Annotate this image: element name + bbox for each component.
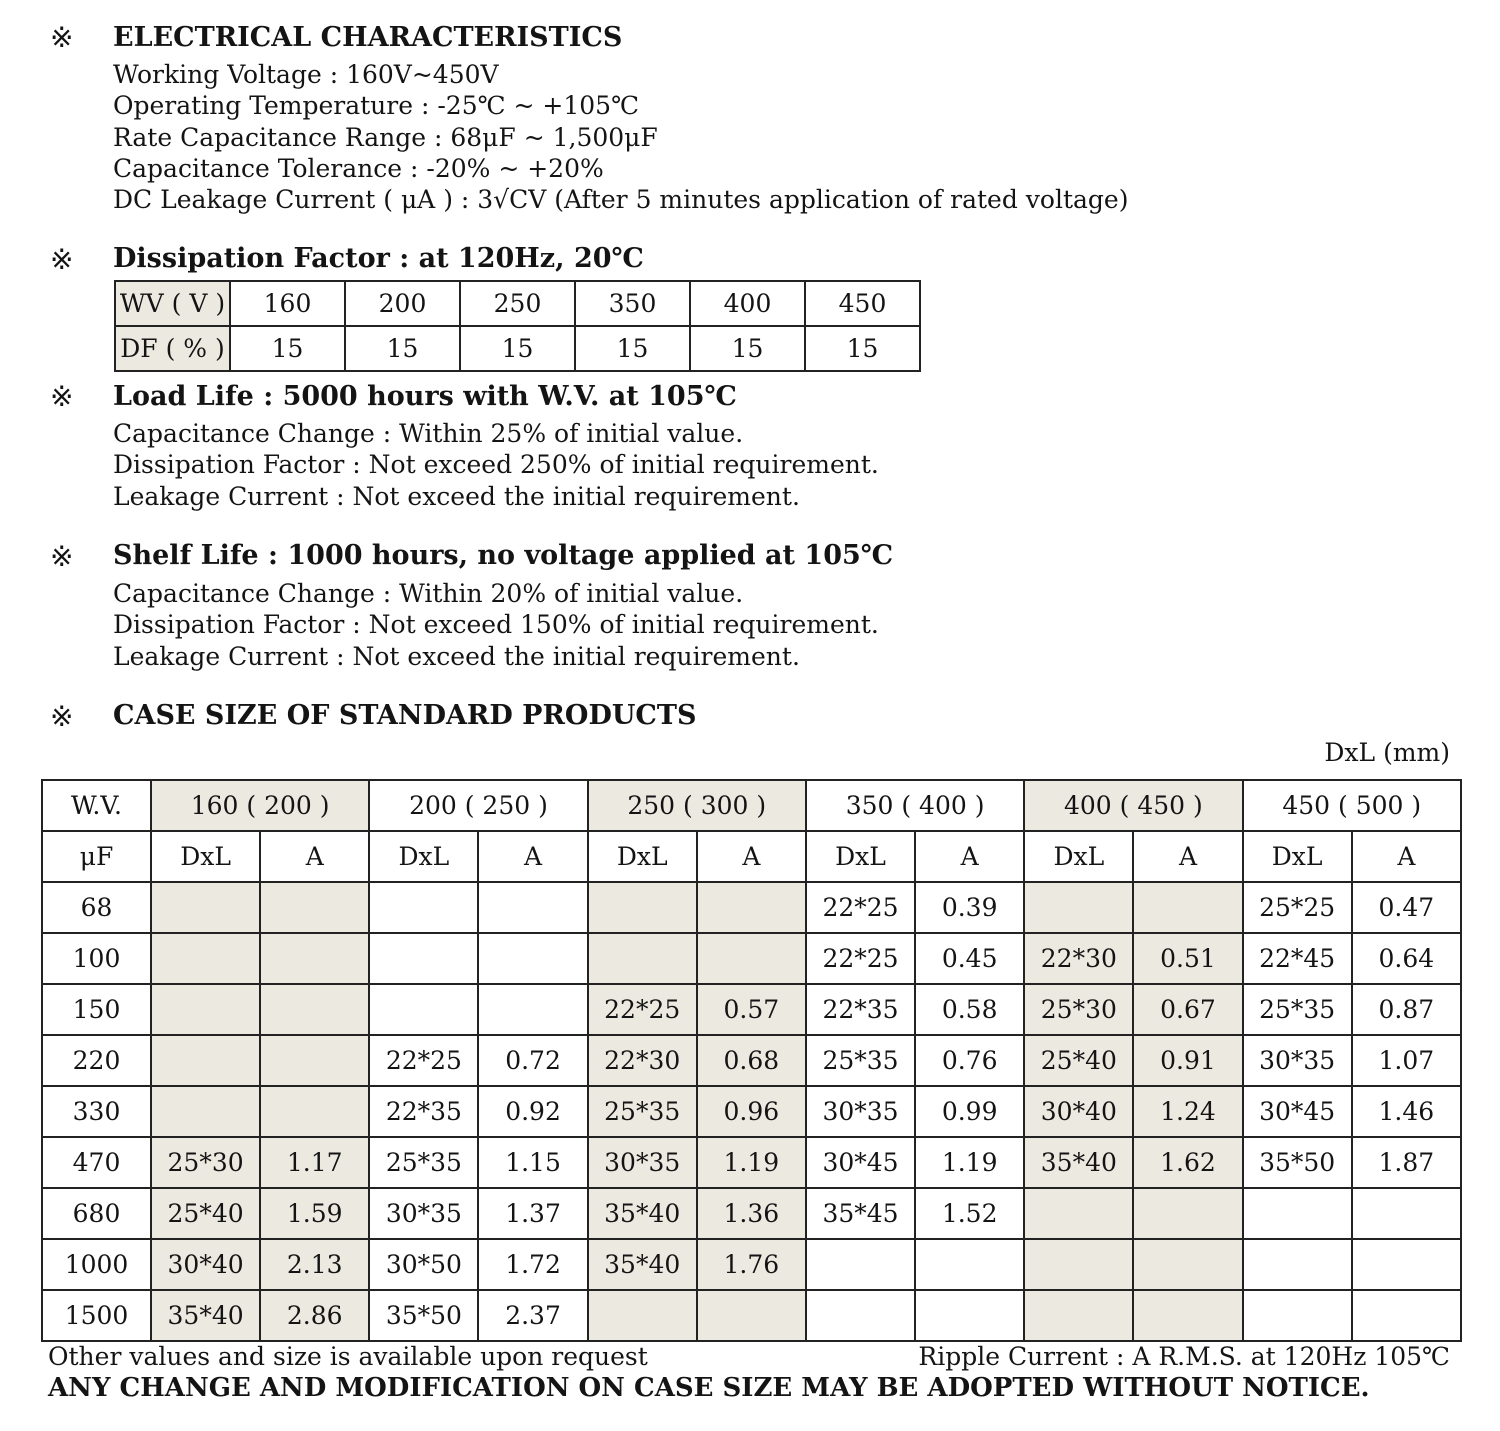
capacitance-cell: 68 [42,882,151,933]
case-dimension-cell: 22*45 [1243,933,1352,984]
ripple-current-cell: 1.62 [1133,1137,1242,1188]
case-dimension-cell: 25*40 [151,1188,260,1239]
load-leakage-current: Leakage Current : Not exceed the initial requirement. [113,481,800,511]
ripple-current-cell: 1.19 [697,1137,806,1188]
ripple-current-cell: 1.15 [478,1137,587,1188]
case-dimension-cell: 30*50 [369,1239,478,1290]
ripple-current-cell [915,1290,1024,1341]
dxl-header: DxL [1024,831,1133,882]
case-size-table [41,779,1462,1342]
case-dimension-cell [151,882,260,933]
header-row-sub [42,831,1461,882]
table-cell: 400 [690,281,805,326]
case-dimension-cell: 22*25 [588,984,697,1035]
ripple-current-cell [478,933,587,984]
ripple-current-cell: 0.91 [1133,1035,1242,1086]
case-dimension-cell: 35*40 [588,1188,697,1239]
case-dimension-cell: 22*25 [806,882,915,933]
case-dimension-cell: 30*35 [588,1137,697,1188]
case-dimension-cell: 30*35 [1243,1035,1352,1086]
table-cell: 250 [460,281,575,326]
electrical-heading: ELECTRICAL CHARACTERISTICS [113,22,623,53]
case-dimension-cell: 30*35 [806,1086,915,1137]
ripple-current-cell: 1.72 [478,1239,587,1290]
case-dimension-cell [806,1290,915,1341]
case-dimension-cell: 35*40 [1024,1137,1133,1188]
case-dimension-cell [151,984,260,1035]
ripple-current-cell [1352,1290,1461,1341]
ripple-current-cell: 0.47 [1352,882,1461,933]
ripple-current-cell [260,1035,369,1086]
case-dimension-cell: 35*40 [588,1239,697,1290]
ripple-current-cell [697,882,806,933]
case-dimension-cell: 35*40 [151,1290,260,1341]
voltage-header: 160 ( 200 ) [151,780,369,831]
table-row [42,1188,1461,1239]
case-dimension-cell: 25*35 [369,1137,478,1188]
ripple-current-cell [1133,1290,1242,1341]
table-cell: 160 [230,281,345,326]
ripple-current-cell [697,933,806,984]
header-row-voltage [42,780,1461,831]
case-dimension-cell [151,1086,260,1137]
case-dimension-cell [1024,1239,1133,1290]
voltage-header: 350 ( 400 ) [806,780,1024,831]
wv-label: WV ( V ) [115,281,230,326]
ripple-current-cell: 0.96 [697,1086,806,1137]
dxl-header: DxL [369,831,478,882]
table-cell: 350 [575,281,690,326]
a-header: A [697,831,806,882]
case-dimension-cell [1243,1239,1352,1290]
voltage-header: 400 ( 450 ) [1024,780,1242,831]
capacitance-cell: 680 [42,1188,151,1239]
capacitance-cell: 1500 [42,1290,151,1341]
case-size-heading: CASE SIZE OF STANDARD PRODUCTS [113,700,697,731]
shelf-leakage-current: Leakage Current : Not exceed the initial requirement. [113,641,800,671]
case-dimension-cell: 30*40 [1024,1086,1133,1137]
ripple-current-cell [260,1086,369,1137]
dxl-header: DxL [588,831,697,882]
dxl-header: DxL [806,831,915,882]
ripple-current-cell: 0.45 [915,933,1024,984]
capacitance-cell: 100 [42,933,151,984]
case-dimension-cell [369,882,478,933]
capacitance-cell: 470 [42,1137,151,1188]
case-dimension-cell [1024,1290,1133,1341]
table-cell: 450 [805,281,920,326]
ripple-current-cell: 1.17 [260,1137,369,1188]
case-dimension-cell: 22*35 [369,1086,478,1137]
case-dimension-cell: 22*30 [588,1035,697,1086]
case-dimension-cell [1024,882,1133,933]
ripple-current-cell [1133,882,1242,933]
table-cell: 15 [575,326,690,371]
wv-header: W.V. [42,780,151,831]
uf-header: μF [42,831,151,882]
capacitance-cell: 330 [42,1086,151,1137]
reference-mark-icon: ※ [50,21,74,54]
case-dimension-cell: 25*30 [1024,984,1133,1035]
case-dimension-cell: 22*25 [806,933,915,984]
load-capacitance-change: Capacitance Change : Within 25% of initial value. [113,419,744,448]
ripple-current-cell [478,984,587,1035]
ripple-current-cell: 1.76 [697,1239,806,1290]
a-header: A [1133,831,1242,882]
case-dimension-cell [806,1239,915,1290]
ripple-current-cell: 1.59 [260,1188,369,1239]
load-life-lines [113,418,879,512]
ripple-current-cell [697,1290,806,1341]
ripple-current-cell: 0.87 [1352,984,1461,1035]
a-header: A [478,831,587,882]
case-dimension-cell [151,1035,260,1086]
ripple-current-cell: 0.72 [478,1035,587,1086]
leakage-current: DC Leakage Current ( μA ) : 3√CV (After 5 minutes application of rated voltage) [113,185,1129,215]
table-row [42,933,1461,984]
table-row [115,281,920,326]
ripple-current-cell: 1.07 [1352,1035,1461,1086]
electrical-lines [113,59,1128,215]
ripple-current-cell: 0.64 [1352,933,1461,984]
footer-note: Other values and size is available upon request [48,1342,648,1371]
change-notice: ANY CHANGE AND MODIFICATION ON CASE SIZE MAY BE ADOPTED WITHOUT NOTICE. [48,1373,1370,1403]
ripple-current-note: Ripple Current : A R.M.S. at 120Hz 105℃ [918,1342,1450,1371]
table-row [42,1290,1461,1341]
load-life-heading: Load Life : 5000 hours with W.V. at 105℃ [113,381,737,412]
table-row [42,1239,1461,1290]
capacitance-cell: 220 [42,1035,151,1086]
reference-mark-icon: ※ [50,380,74,413]
table-cell: 15 [230,326,345,371]
case-dimension-cell: 25*35 [806,1035,915,1086]
case-dimension-cell: 25*35 [588,1086,697,1137]
ripple-current-cell: 0.68 [697,1035,806,1086]
case-dimension-cell [1243,1290,1352,1341]
case-dimension-cell: 25*35 [1243,984,1352,1035]
ripple-current-cell: 0.39 [915,882,1024,933]
table-row [42,882,1461,933]
ripple-current-cell [1352,1188,1461,1239]
case-dimension-cell: 25*30 [151,1137,260,1188]
shelf-life-lines [113,578,879,672]
table-cell: 15 [345,326,460,371]
ripple-current-cell [260,984,369,1035]
operating-temperature: Operating Temperature : -25℃ ~ +105℃ [113,91,640,121]
dissipation-heading: Dissipation Factor : at 120Hz, 20℃ [113,243,644,274]
ripple-current-cell: 2.13 [260,1239,369,1290]
capacitance-tolerance: Capacitance Tolerance : -20% ~ +20% [113,153,604,183]
ripple-current-cell: 1.52 [915,1188,1024,1239]
ripple-current-cell: 0.57 [697,984,806,1035]
ripple-current-cell: 0.99 [915,1086,1024,1137]
case-dimension-cell: 30*45 [806,1137,915,1188]
case-dimension-cell [588,882,697,933]
reference-mark-icon: ※ [50,243,74,276]
voltage-header: 250 ( 300 ) [588,780,806,831]
table-cell: 15 [805,326,920,371]
case-dimension-cell: 30*40 [151,1239,260,1290]
ripple-current-cell [260,933,369,984]
case-dimension-cell: 30*45 [1243,1086,1352,1137]
case-dimension-cell: 30*35 [369,1188,478,1239]
case-dimension-cell: 25*25 [1243,882,1352,933]
table-cell: 200 [345,281,460,326]
voltage-header: 200 ( 250 ) [369,780,587,831]
case-dimension-cell [1243,1188,1352,1239]
dxl-header: DxL [151,831,260,882]
ripple-current-cell [1352,1239,1461,1290]
a-header: A [1352,831,1461,882]
capacitance-cell: 150 [42,984,151,1035]
ripple-current-cell [260,882,369,933]
dissipation-table [114,280,921,372]
ripple-current-cell: 1.36 [697,1188,806,1239]
shelf-life-heading: Shelf Life : 1000 hours, no voltage applied at 105℃ [113,540,894,571]
table-row [42,1137,1461,1188]
case-dimension-cell: 22*25 [369,1035,478,1086]
case-dimension-cell [369,984,478,1035]
ripple-current-cell: 1.24 [1133,1086,1242,1137]
case-dimension-cell: 35*45 [806,1188,915,1239]
capacitance-range: Rate Capacitance Range : 68μF ~ 1,500μF [113,122,658,152]
ripple-current-cell: 1.46 [1352,1086,1461,1137]
case-dimension-cell [369,933,478,984]
a-header: A [915,831,1024,882]
table-cell: 15 [460,326,575,371]
case-dimension-cell [588,1290,697,1341]
table-row [115,326,920,371]
capacitance-cell: 1000 [42,1239,151,1290]
case-dimension-cell: 35*50 [369,1290,478,1341]
ripple-current-cell: 2.37 [478,1290,587,1341]
case-dimension-cell: 22*35 [806,984,915,1035]
table-row [42,1086,1461,1137]
ripple-current-cell: 0.76 [915,1035,1024,1086]
ripple-current-cell: 1.19 [915,1137,1024,1188]
ripple-current-cell [1133,1188,1242,1239]
case-dimension-cell [588,933,697,984]
ripple-current-cell: 1.37 [478,1188,587,1239]
ripple-current-cell: 0.51 [1133,933,1242,984]
unit-label: DxL (mm) [1324,738,1450,767]
df-label: DF ( % ) [115,326,230,371]
ripple-current-cell: 0.92 [478,1086,587,1137]
ripple-current-cell: 0.67 [1133,984,1242,1035]
load-dissipation-factor: Dissipation Factor : Not exceed 250% of initial requirement. [113,450,879,480]
ripple-current-cell [1133,1239,1242,1290]
case-dimension-cell: 25*40 [1024,1035,1133,1086]
ripple-current-cell [478,882,587,933]
case-dimension-cell [151,933,260,984]
working-voltage: Working Voltage : 160V~450V [113,60,499,89]
shelf-capacitance-change: Capacitance Change : Within 20% of initial value. [113,579,744,608]
ripple-current-cell [915,1239,1024,1290]
dxl-header: DxL [1243,831,1352,882]
case-dimension-cell [1024,1188,1133,1239]
table-row [42,984,1461,1035]
ripple-current-cell: 1.87 [1352,1137,1461,1188]
reference-mark-icon: ※ [50,700,74,733]
case-dimension-cell: 35*50 [1243,1137,1352,1188]
case-dimension-cell: 22*30 [1024,933,1133,984]
table-cell: 15 [690,326,805,371]
table-row [42,1035,1461,1086]
voltage-header: 450 ( 500 ) [1243,780,1461,831]
shelf-dissipation-factor: Dissipation Factor : Not exceed 150% of initial requirement. [113,610,879,640]
reference-mark-icon: ※ [50,540,74,573]
a-header: A [260,831,369,882]
ripple-current-cell: 2.86 [260,1290,369,1341]
ripple-current-cell: 0.58 [915,984,1024,1035]
